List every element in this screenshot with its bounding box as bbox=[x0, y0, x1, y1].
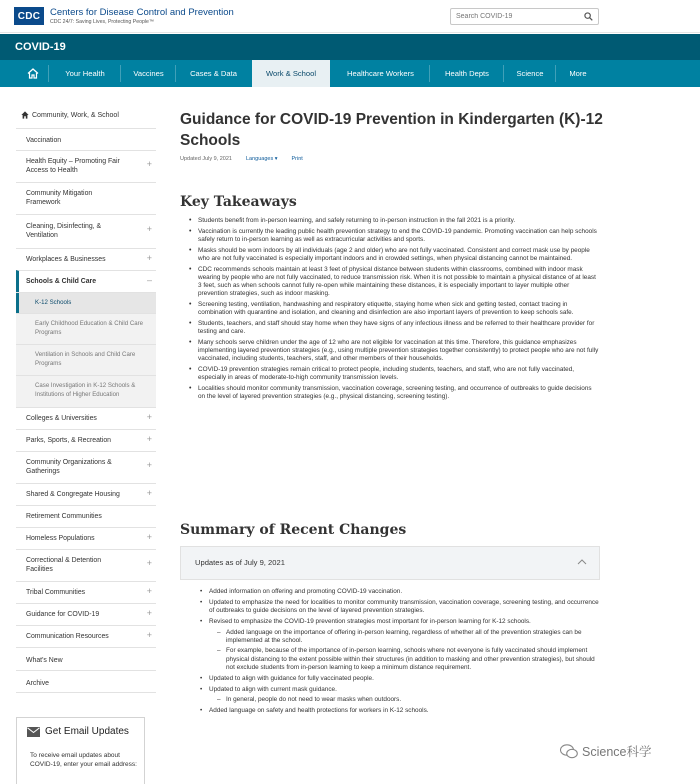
watermark bbox=[560, 742, 651, 760]
sidebar-item-label: Homeless Populations bbox=[26, 535, 95, 542]
expand-icon[interactable]: + bbox=[146, 558, 152, 568]
sidebar-item-label: Cleaning, Disinfecting, & Ventilation bbox=[26, 223, 102, 239]
list-item-text: Updated to emphasize the need for localities to monitor community transmission, vaccination coverage, screening testing, and occurrence of outbreaks to guide decisions on the level of layered prevention strategies. bbox=[209, 598, 599, 615]
sidebar-item-community-orgs[interactable] bbox=[16, 451, 156, 483]
nav-health-depts[interactable]: Health Depts bbox=[445, 69, 489, 78]
wechat-icon bbox=[560, 744, 578, 759]
expand-icon[interactable]: + bbox=[146, 608, 152, 618]
list-item: • Students benefit from in-person learning, and safely returning to in-person instruction in the fall 2021 is a priority. bbox=[180, 217, 600, 225]
sidebar-item-workplaces[interactable] bbox=[16, 248, 156, 270]
expand-icon[interactable]: + bbox=[146, 630, 152, 640]
list-item bbox=[180, 618, 600, 672]
email-updates-text: To receive email updates about COVID-19, enter your email address: bbox=[30, 752, 137, 768]
nav-divider bbox=[429, 65, 430, 82]
accordion-label: Updates as of July 9, 2021 bbox=[195, 558, 285, 567]
list-item bbox=[180, 686, 600, 705]
sub-list-item: – In general, people do not need to wear masks when outdoors. bbox=[209, 696, 600, 704]
sub-list bbox=[209, 629, 600, 673]
list-item: • CDC recommends schools maintain at least 3 feet of physical distance between students within classrooms, combined with indoor mask wearing by people who are not fully vaccinated, to reduce transmission risk. When it is not possible to maintain a physical distance of at least 3 feet, such as when schools cannot fully re-open while maintaining these distances, it is especially important to layer multiple other prevention strategies, such as indoor masking. bbox=[180, 266, 600, 298]
list-item-text: Updated to align with current mask guidance. bbox=[209, 686, 337, 694]
list-item-text: Added language on safety and health protections for workers in K-12 schools. bbox=[209, 707, 429, 715]
sidebar-item-label: Workplaces & Businesses bbox=[26, 256, 106, 263]
section-banner bbox=[0, 34, 700, 60]
caret-down-icon: ▾ bbox=[274, 156, 278, 162]
sidebar-item-vaccination[interactable] bbox=[16, 128, 156, 150]
sidebar-item-label: Schools & Child Care bbox=[26, 278, 97, 285]
chevron-up-icon bbox=[577, 559, 587, 567]
sidebar-item-label: Retirement Communities bbox=[26, 513, 102, 520]
nav-work-school[interactable]: Work & School bbox=[252, 60, 330, 87]
sidebar-subitem-case-investigation[interactable] bbox=[16, 375, 156, 407]
org-branding[interactable] bbox=[50, 7, 234, 25]
key-takeaways-heading: Key Takeaways bbox=[180, 194, 297, 210]
sidebar-item-schools-child-care[interactable] bbox=[16, 270, 156, 292]
sidebar-item-label: What's New bbox=[26, 657, 63, 664]
sidebar-item-label: Archive bbox=[26, 680, 49, 687]
nav-healthcare-workers[interactable]: Healthcare Workers bbox=[347, 69, 414, 78]
sidebar-item-health-equity[interactable] bbox=[16, 150, 156, 182]
home-icon bbox=[21, 111, 29, 119]
list-item: • COVID-19 prevention strategies remain critical to protect people, including students, teachers, and staff, who are not fully vaccinated, especially in areas of moderate-to-high community transmission levels. bbox=[180, 366, 600, 382]
collapse-icon[interactable]: – bbox=[146, 275, 152, 285]
expand-icon[interactable]: + bbox=[146, 488, 152, 498]
nav-cases-data[interactable]: Cases & Data bbox=[190, 69, 237, 78]
languages-dropdown[interactable] bbox=[246, 156, 278, 162]
sidebar-item-label: K-12 Schools bbox=[35, 299, 72, 306]
list-item: • Many schools serve children under the age of 12 who are not eligible for vaccination at this time. Therefore, this guidance emphasizes implementing layered prevention strategies (e.g., using multiple prevention strategies together consistently) to protect people who are not fully vaccinated, including students, teachers, staff, and other members of their households. bbox=[180, 339, 600, 363]
sidebar-item-label: Correctional & Detention Facilities bbox=[26, 557, 102, 573]
sub-list-item: – Added language on the importance of offering in-person learning, regardless of whether all of the prevention strategies can be implemented at the school. bbox=[209, 629, 600, 646]
expand-icon[interactable]: + bbox=[146, 434, 152, 444]
sidebar-item-parks-sports[interactable] bbox=[16, 429, 156, 451]
list-item: • Vaccination is currently the leading public health prevention strategy to end the COVID-19 pandemic. Promoting vaccination can help schools safely return to in-person learning as well as extracurricular activities and sports. bbox=[180, 228, 600, 244]
search-input[interactable] bbox=[450, 8, 599, 25]
expand-icon[interactable]: + bbox=[146, 532, 152, 542]
sidebar-item-whats-new[interactable] bbox=[16, 647, 156, 670]
list-item bbox=[180, 588, 600, 596]
envelope-icon bbox=[27, 727, 40, 737]
nav-divider bbox=[48, 65, 49, 82]
search-icon[interactable] bbox=[581, 10, 595, 23]
sidebar-item-label: Community Organizations & Gatherings bbox=[26, 459, 112, 475]
summary-heading: Summary of Recent Changes bbox=[180, 522, 407, 538]
sidebar-home-link[interactable] bbox=[21, 111, 119, 119]
nav-divider bbox=[120, 65, 121, 82]
sub-list bbox=[209, 696, 600, 704]
sidebar-item-label: Vaccination bbox=[26, 137, 62, 144]
watermark-text: Science科学 bbox=[582, 745, 652, 759]
nav-science[interactable]: Science bbox=[516, 69, 544, 78]
expand-icon[interactable]: + bbox=[146, 586, 152, 596]
site-header bbox=[0, 0, 700, 33]
list-item-text: Updated to align with guidance for fully vaccinated people. bbox=[209, 675, 374, 683]
list-item bbox=[180, 675, 600, 683]
expand-icon[interactable]: + bbox=[146, 460, 152, 470]
nav-your-health[interactable]: Your Health bbox=[65, 69, 105, 78]
sidebar-home-label: Community, Work, & School bbox=[32, 111, 119, 119]
sidebar-item-label: Guidance for COVID-19 bbox=[26, 611, 100, 618]
email-updates-heading bbox=[27, 726, 129, 737]
sidebar-item-shared-housing[interactable] bbox=[16, 483, 156, 505]
email-updates-title: Get Email Updates bbox=[45, 726, 129, 737]
sidebar-item-communication[interactable] bbox=[16, 625, 156, 647]
expand-icon[interactable]: + bbox=[146, 412, 152, 422]
section-title[interactable]: COVID-19 bbox=[15, 41, 66, 53]
sidebar-item-mitigation-framework[interactable] bbox=[16, 182, 156, 214]
nav-more[interactable]: More bbox=[569, 69, 587, 78]
languages-label: Languages bbox=[245, 156, 274, 162]
cdc-logo[interactable]: CDC bbox=[14, 7, 44, 25]
updates-accordion[interactable] bbox=[180, 546, 600, 580]
page-meta bbox=[180, 156, 303, 162]
sidebar-item-homeless[interactable] bbox=[16, 527, 156, 549]
list-item bbox=[180, 599, 600, 616]
sidebar-item-correctional[interactable] bbox=[16, 549, 156, 581]
sidebar-item-label: Early Childhood Education & Child Care Programs bbox=[35, 320, 144, 336]
updated-date: Updated July 9, 2021 bbox=[180, 156, 232, 162]
list-item: • Masks should be worn indoors by all individuals (age 2 and older) who are not fully vaccinated. Consistent and correct mask use by people who are not fully vaccinated is especially important indoors and in crowded settings, when physical distancing cannot be maintained. bbox=[180, 247, 600, 263]
sidebar-item-label: Tribal Communities bbox=[26, 589, 86, 596]
list-item-text: Added information on offering and promoting COVID-19 vaccination. bbox=[209, 588, 403, 595]
list-item bbox=[180, 707, 600, 715]
sidebar-item-label: Health Equity – Promoting Fair Access to Health bbox=[26, 158, 120, 174]
sidebar-item-archive[interactable] bbox=[16, 670, 156, 693]
expand-icon[interactable]: + bbox=[146, 224, 152, 234]
sidebar-item-retirement[interactable] bbox=[16, 505, 156, 527]
main-nav bbox=[0, 60, 700, 87]
list-item-text: Revised to emphasize the COVID-19 prevention strategies most important for in-person learning for K-12 schools. bbox=[209, 618, 531, 626]
sidebar-subitem-early-childhood[interactable] bbox=[16, 313, 156, 344]
list-item: • Students, teachers, and staff should stay home when they have signs of any infectious illness and be referred to their healthcare provider for testing and care. bbox=[180, 320, 600, 336]
email-updates-box bbox=[16, 717, 145, 784]
nav-divider bbox=[555, 65, 556, 82]
nav-vaccines[interactable]: Vaccines bbox=[133, 69, 164, 78]
sub-list-item: – For example, because of the importance of in-person learning, schools where not everyone is fully vaccinated should implement physical distancing to the extent possible within their structures (in addition to masking and other prevention strategies), but should not exclude students from in-person learning to keep a minimum distance requirement. bbox=[209, 647, 600, 672]
sidebar-item-label: Shared & Congregate Housing bbox=[26, 491, 120, 498]
sidebar-item-cleaning[interactable] bbox=[16, 214, 156, 248]
nav-divider bbox=[503, 65, 504, 82]
sidebar-item-label: Communication Resources bbox=[26, 633, 109, 640]
expand-icon[interactable]: + bbox=[146, 253, 152, 263]
sidebar-item-label: Colleges & Universities bbox=[26, 415, 97, 422]
key-takeaways-list bbox=[180, 217, 600, 404]
sidebar-item-label: Community Mitigation Framework bbox=[26, 190, 93, 206]
org-tagline: CDC 24/7: Saving Lives, Protecting People™ bbox=[50, 19, 155, 25]
list-item: • Screening testing, ventilation, handwashing and respiratory etiquette, staying home when sick and getting tested, contact tracing in combination with quarantine and isolation, and cleaning and disinfection are also important layers of prevention to keep schools safe. bbox=[180, 301, 600, 317]
print-link[interactable]: Print bbox=[291, 156, 303, 162]
sidebar-item-label: Ventilation in Schools and Child Care Programs bbox=[35, 351, 136, 367]
sidebar-item-colleges[interactable] bbox=[16, 407, 156, 429]
changes-list bbox=[180, 588, 600, 718]
sidebar-item-guidance[interactable] bbox=[16, 603, 156, 625]
list-item: • Localities should monitor community transmission, vaccination coverage, screening testing, and occurrence of outbreaks to guide decisions on the level of layered prevention strategies (e.g., physical distancing, screening testing). bbox=[180, 385, 600, 401]
nav-divider bbox=[175, 65, 176, 82]
sidebar-item-label: Parks, Sports, & Recreation bbox=[26, 437, 112, 444]
org-name: Centers for Disease Control and Prevention bbox=[50, 7, 234, 18]
page-title: Guidance for COVID-19 Prevention in Kindergarten (K)-12 Schools bbox=[180, 111, 603, 149]
sidebar-subitem-ventilation[interactable] bbox=[16, 344, 156, 375]
home-icon[interactable] bbox=[18, 60, 48, 87]
sidebar-subitem-k12-schools[interactable] bbox=[16, 292, 156, 313]
expand-icon[interactable]: + bbox=[146, 159, 152, 169]
sidebar-item-label: Case Investigation in K-12 Schools & Institutions of Higher Education bbox=[35, 382, 136, 398]
sidebar-item-tribal[interactable] bbox=[16, 581, 156, 603]
